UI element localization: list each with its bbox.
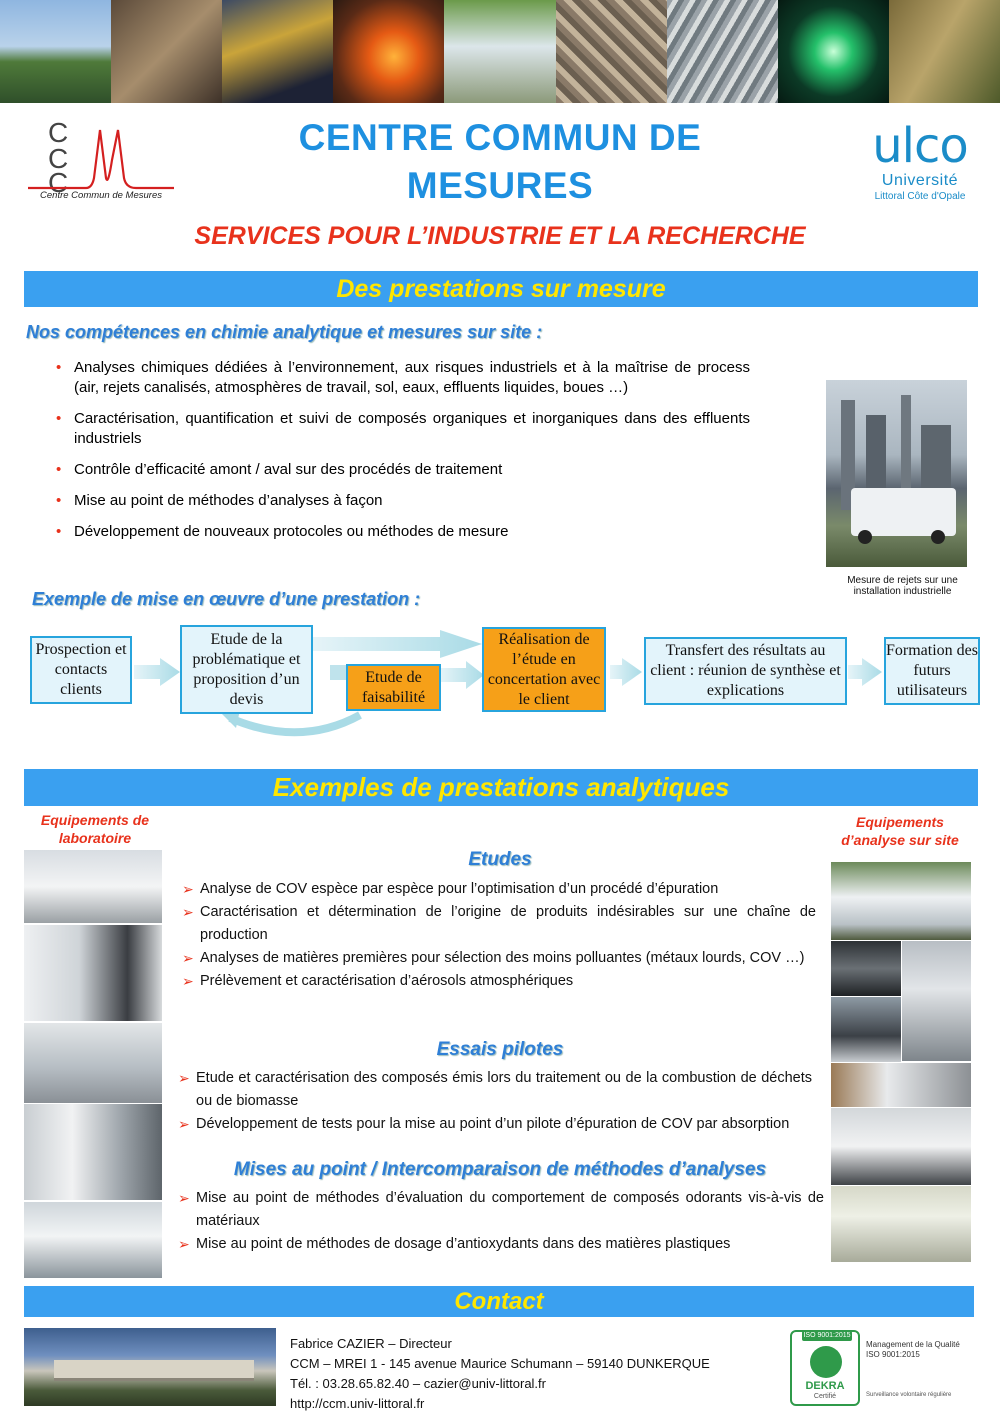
flow-step-etude-devis bbox=[180, 625, 313, 714]
photo-green-light bbox=[778, 0, 889, 103]
list-item bbox=[176, 1187, 824, 1233]
arrow-bullet-icon: ➢ bbox=[182, 950, 194, 966]
ulco-logo bbox=[855, 120, 985, 215]
etudes-list bbox=[180, 878, 816, 993]
contact-website-link[interactable]: http://ccm.univ-littoral.fr bbox=[290, 1396, 425, 1411]
flow-step-transfert bbox=[644, 637, 847, 705]
dekra-seal bbox=[790, 1330, 860, 1406]
title-line-1: CENTRE COMMUN DE bbox=[298, 117, 702, 158]
ulco-wordmark: ulco bbox=[872, 118, 968, 174]
flow-step-label: Etude de la problématique et proposition d’un devis bbox=[192, 630, 301, 708]
svg-text:C: C bbox=[48, 167, 69, 198]
flow-step-label: Prospection et contacts clients bbox=[35, 641, 127, 698]
etudes-title: Etudes bbox=[468, 849, 532, 870]
right-equipment-heading: Equipements d’analyse sur site bbox=[841, 814, 959, 848]
list-item: • Caractérisation, quantification et suivi de composés organiques et inorganiques dans des effluents industriels bbox=[56, 409, 750, 449]
section-band-prestations bbox=[24, 271, 978, 307]
arrow-bullet-icon: ➢ bbox=[178, 1116, 190, 1132]
flow-step-prospection bbox=[30, 636, 132, 704]
quality-line-1: Management de la Qualité bbox=[866, 1340, 960, 1349]
list-item: • Développement de nouveaux protocoles ou méthodes de mesure bbox=[56, 522, 750, 542]
ulco-littoral: Littoral Côte d'Opale bbox=[874, 191, 966, 202]
photo-lab-spectrometer bbox=[24, 1202, 162, 1278]
photo-plant-stem bbox=[889, 0, 1000, 103]
flow-arrow bbox=[440, 661, 484, 689]
photo-van bbox=[444, 0, 555, 103]
page-title bbox=[200, 114, 800, 210]
section-band-prestations-label: Des prestations sur mesure bbox=[336, 275, 666, 303]
photo-site-device bbox=[831, 1063, 971, 1107]
list-item-text: Caractérisation et détermination de l’origine de produits indésirables sur une chaîne de production bbox=[200, 904, 816, 943]
list-item-text: Prélèvement et caractérisation d’aérosols atmosphériques bbox=[200, 973, 574, 989]
list-item bbox=[180, 878, 816, 901]
section-band-exemples bbox=[24, 769, 978, 806]
photo-lab-gc bbox=[24, 850, 162, 923]
ccm-logo bbox=[26, 120, 176, 202]
flow-step-label: Réalisation de l’étude en concertation avec le client bbox=[487, 630, 601, 708]
arrow-bullet-icon: ➢ bbox=[178, 1190, 190, 1206]
list-item bbox=[180, 901, 816, 947]
ulco-universite: Université bbox=[881, 172, 959, 189]
list-item-text: Etude et caractérisation des composés émis lors du traitement ou de la combustion de déchets ou de biomasse bbox=[196, 1070, 812, 1109]
photo-lab-hplc bbox=[24, 925, 162, 1021]
iso-certification-badge bbox=[790, 1330, 975, 1406]
flow-connector bbox=[330, 665, 346, 680]
quality-line-3: Surveillance volontaire régulière bbox=[866, 1392, 952, 1398]
svg-text:C: C bbox=[48, 143, 69, 174]
section-band-contact-label: Contact bbox=[454, 1288, 544, 1315]
example-title: Exemple de mise en œuvre d’une prestation : bbox=[32, 589, 421, 609]
contact-block bbox=[290, 1334, 760, 1414]
svg-text:C: C bbox=[48, 120, 69, 148]
essais-list bbox=[176, 1067, 812, 1136]
photo-site-cabinet bbox=[831, 1186, 971, 1262]
list-item-text: Développement de tests pour la mise au point d’un pilote d’épuration de COV par absorption bbox=[196, 1116, 790, 1132]
flow-step-realisation bbox=[482, 627, 606, 712]
flow-arrow-long bbox=[313, 630, 482, 658]
ccm-logo-caption: Centre Commun de Mesures bbox=[40, 190, 162, 201]
photo-site-analyzer bbox=[831, 941, 901, 996]
list-item-text: Analyses de matières premières pour sélection des moins polluantes (métaux lourds, COV …) bbox=[200, 950, 805, 966]
contact-name: Fabrice CAZIER – Directeur bbox=[290, 1336, 452, 1351]
photo-rocks bbox=[556, 0, 667, 103]
photo-lab-instruments bbox=[24, 1104, 162, 1200]
list-item-text: Mise au point de méthodes de dosage d’antioxydants dans des matières plastiques bbox=[196, 1236, 731, 1252]
flow-step-formation bbox=[884, 637, 980, 705]
photo-lab-room bbox=[24, 1023, 162, 1103]
flow-step-faisabilite bbox=[346, 664, 441, 711]
flow-arrow bbox=[610, 658, 642, 686]
flow-arrow bbox=[848, 658, 882, 686]
certifie-label: Certifié bbox=[813, 1393, 837, 1400]
arrow-bullet-icon: ➢ bbox=[178, 1236, 190, 1252]
mises-list bbox=[176, 1187, 824, 1256]
list-item: • Analyses chimiques dédiées à l’environnement, aux risques industriels et à la maîtrise de process (air, rejets canalisés, atmosphères de travail, sol, eaux, effluents liquides, boues …) bbox=[56, 358, 750, 398]
iso-badge-label: ISO 9001:2015 bbox=[803, 1332, 851, 1339]
list-item bbox=[176, 1233, 824, 1256]
flow-step-label: Formation des futurs utilisateurs bbox=[886, 642, 978, 699]
list-item-text: Mise au point de méthodes d’évaluation du comportement de composés odorants vis-à-vis de matériaux bbox=[196, 1190, 824, 1229]
left-equipment-heading: Equipements de laboratoire bbox=[40, 812, 150, 846]
photo-hangar bbox=[111, 0, 222, 103]
competences-title: Nos compétences en chimie analytique et mesures sur site : bbox=[26, 322, 543, 342]
page-subtitle: SERVICES POUR L’INDUSTRIE ET LA RECHERCHE bbox=[194, 222, 806, 250]
title-line-2: MESURES bbox=[406, 165, 594, 206]
flow-step-label: Transfert des résultats au client : réunion de synthèse et explications bbox=[650, 642, 841, 699]
essais-title: Essais pilotes bbox=[436, 1039, 564, 1060]
contact-address: CCM – MREI 1 - 145 avenue Maurice Schumann – 59140 DUNKERQUE bbox=[290, 1356, 710, 1371]
top-photo-strip bbox=[0, 0, 1000, 103]
list-item: • Contrôle d’efficacité amont / aval sur des procédés de traitement bbox=[56, 460, 750, 480]
photo-site-van bbox=[831, 862, 971, 940]
list-item bbox=[176, 1113, 812, 1136]
list-item bbox=[180, 970, 816, 993]
section-band-contact bbox=[24, 1286, 974, 1317]
photo-site-rack bbox=[902, 941, 971, 1061]
arrow-bullet-icon: ➢ bbox=[182, 904, 194, 920]
photo-operator bbox=[222, 0, 333, 103]
dekra-label: DEKRA bbox=[805, 1380, 845, 1392]
quality-line-2: ISO 9001:2015 bbox=[866, 1350, 920, 1359]
list-item bbox=[180, 947, 816, 970]
arrow-bullet-icon: ➢ bbox=[178, 1070, 190, 1086]
section-band-exemples-label: Exemples de prestations analytiques bbox=[272, 772, 730, 802]
photo-building bbox=[24, 1328, 276, 1406]
photo-site-laptop bbox=[831, 997, 901, 1062]
competences-list bbox=[56, 358, 750, 553]
arrow-bullet-icon: ➢ bbox=[182, 973, 194, 989]
photo-crystals bbox=[667, 0, 778, 103]
list-item: • Mise au point de méthodes d’analyses à façon bbox=[56, 491, 750, 511]
flow-step-label: Etude de faisabilité bbox=[361, 668, 426, 706]
photo-caption: Mesure de rejets sur une installation industrielle bbox=[847, 575, 958, 597]
flow-loop-arrow bbox=[230, 715, 360, 732]
flow-arrow bbox=[134, 658, 180, 686]
dekra-circle-icon bbox=[810, 1346, 842, 1378]
mises-title: Mises au point / Intercomparaison de méthodes d’analyses bbox=[233, 1159, 767, 1180]
contact-phone-email[interactable]: Tél. : 03.28.65.82.40 – cazier@univ-littoral.fr bbox=[290, 1376, 546, 1391]
photo-industrial-installation bbox=[826, 380, 967, 567]
photo-site-equipment bbox=[831, 1108, 971, 1185]
list-item bbox=[176, 1067, 812, 1113]
arrow-bullet-icon: ➢ bbox=[182, 881, 194, 897]
photo-lake bbox=[0, 0, 111, 103]
list-item-text: Analyse de COV espèce par espèce pour l’optimisation d’un procédé d’épuration bbox=[200, 881, 719, 897]
photo-furnace bbox=[333, 0, 444, 103]
